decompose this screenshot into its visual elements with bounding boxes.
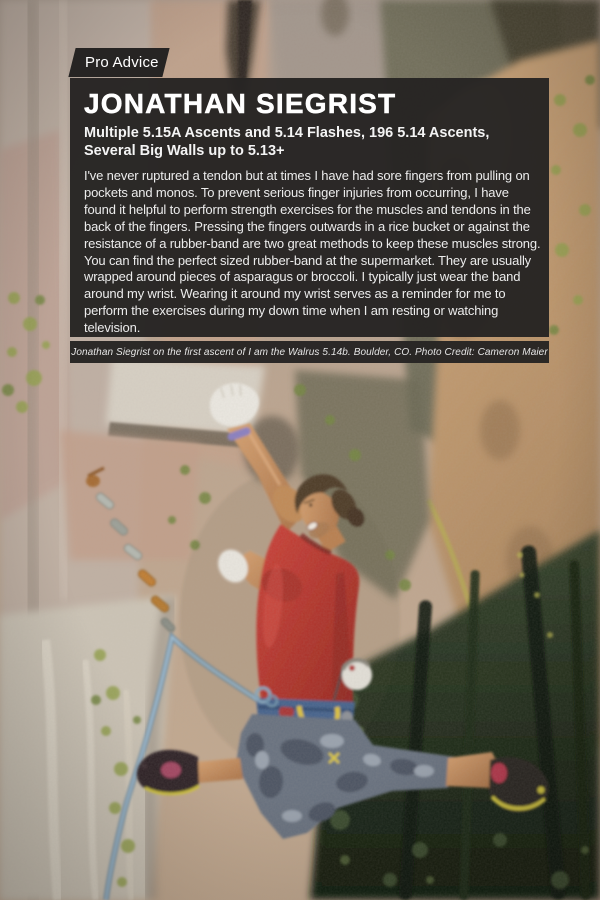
- climber-name-title: JONATHAN SIEGRIST: [84, 88, 397, 119]
- advice-paragraph: I've never ruptured a tendon but at times I have had sore fingers from pulling on pockets and monos. To prevent serious finger injuries from occurring, I have found it helpful to perform strength exercises for the muscles and tendons in the back of the fingers. Pressing the fingers outwards in a rice bucket or against the resistance of a rubber-band are two great methods to keep these muscles strong. You can find the perfect sized rubber-band at the supermarket. They are usually wrapped around pieces of asparagus or broccoli. I typically just wear the band around my wrist. Wearing it around my wrist serves as a reminder for me to perform the exercises during my down time when I am resting or watching television.: [84, 168, 541, 336]
- info-panel: [70, 78, 549, 337]
- credentials-line-2: Several Big Walls up to 5.13+: [84, 143, 285, 159]
- credentials-line-1: Multiple 5.15A Ascents and 5.14 Flashes, 196 5.14 Ascents,: [84, 125, 490, 141]
- pro-advice-badge: [72, 48, 166, 77]
- photo-caption-text: Jonathan Siegrist on the first ascent of I am the Walrus 5.14b. Boulder, CO. Photo Credit: Cameron Maier: [71, 346, 548, 358]
- climber-credentials: [84, 124, 541, 160]
- badge-label: Pro Advice: [85, 54, 159, 71]
- photo-caption-bar: [70, 341, 549, 363]
